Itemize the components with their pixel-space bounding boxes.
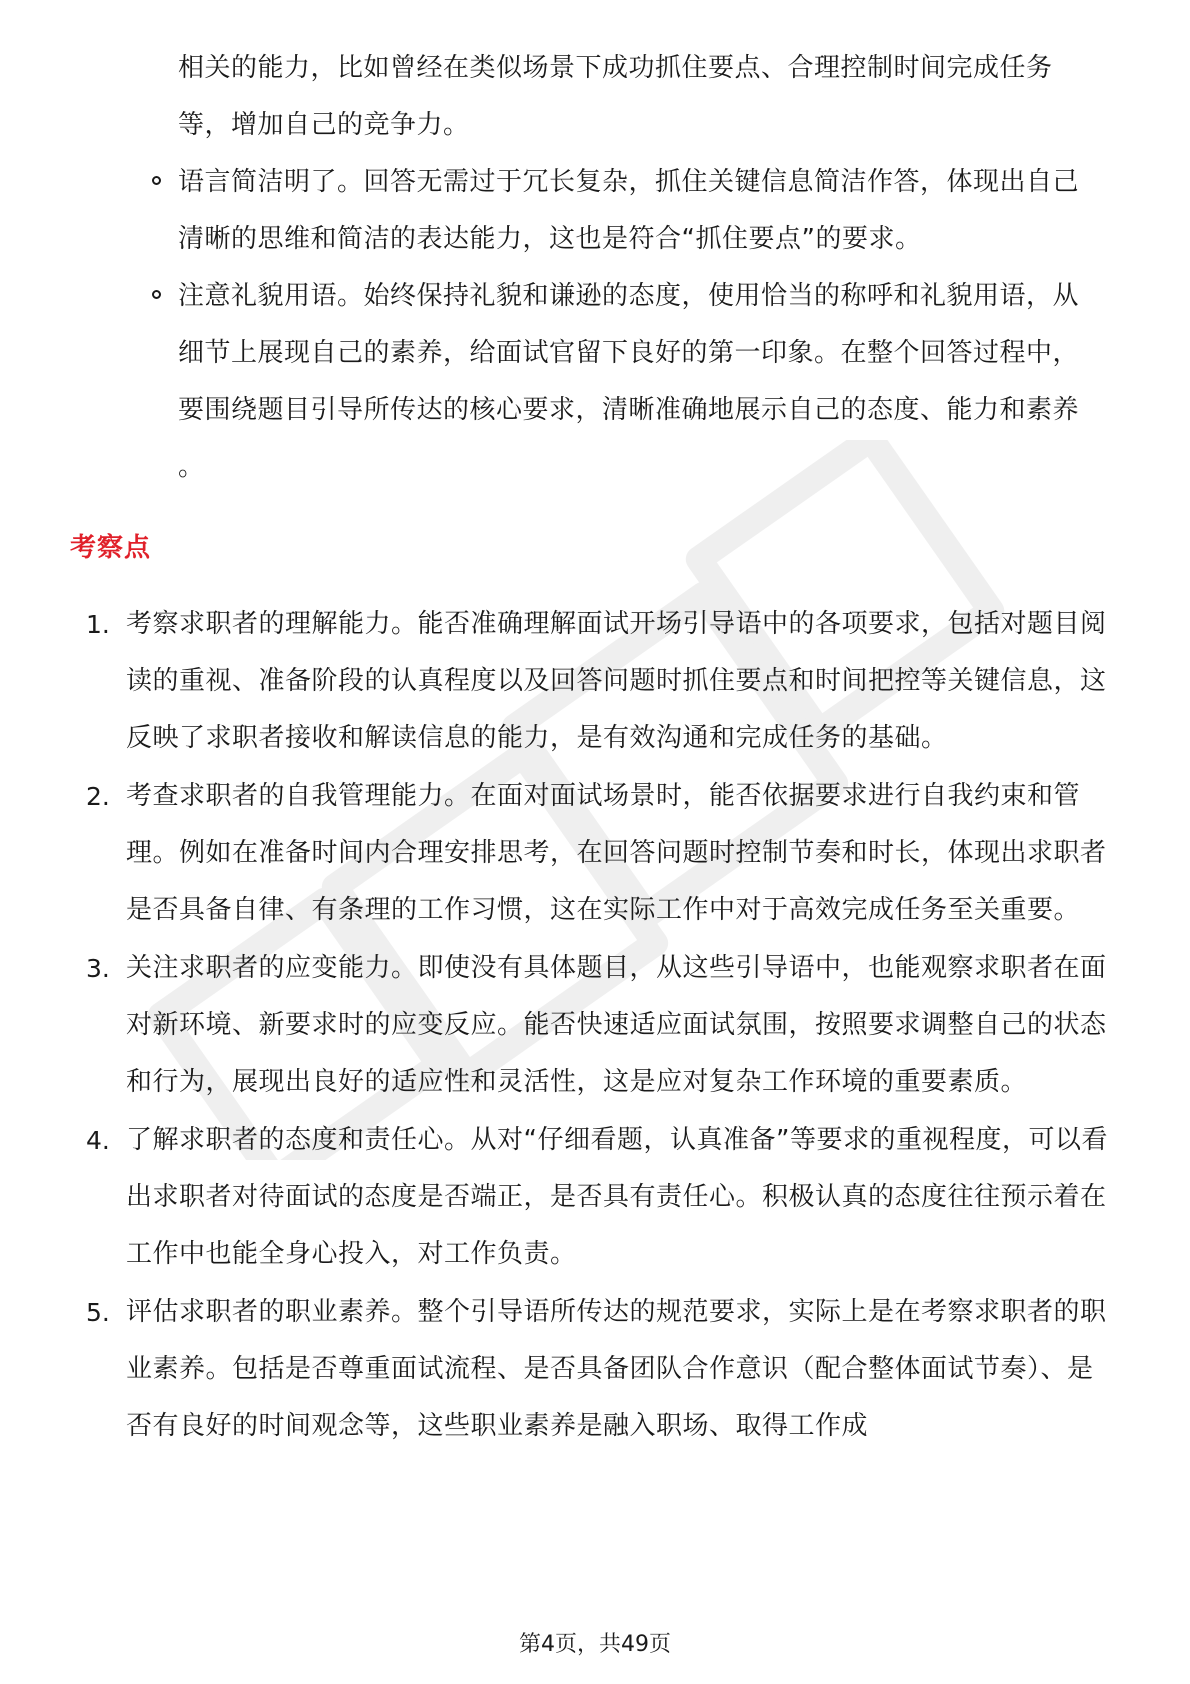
list-item-number: 2. xyxy=(86,782,110,811)
list-item-text: 关注求职者的应变能力。即使没有具体题目，从这些引导语中，也能观察求职者在面对新环境、新要求时的应变反应。能否快速适应面试氛围，按照要求调整自己的状态和行为，展现出良好的适应性和灵活性，这是应对复杂工作环境的重要素质。 xyxy=(126,953,1107,1097)
bullet-text: 相关的能力，比如曾经在类似场景下成功抓住要点、合理控制时间完成任务等，增加自己的竞争力。 xyxy=(178,53,1053,140)
list-item-number: 3. xyxy=(86,954,110,983)
numbered-list xyxy=(70,596,1110,1456)
bullet-list xyxy=(140,40,1100,496)
bullet-item-continued xyxy=(140,40,1100,154)
bullet-item-polite-language xyxy=(140,268,1100,496)
list-item-text: 了解求职者的态度和责任心。从对“仔细看题，认真准备”等要求的重视程度，可以看出求职者对待面试的态度是否端正，是否具有责任心。积极认真的态度往往预示着在工作中也能全身心投入，对工作负责。 xyxy=(126,1125,1108,1269)
section-title: 考察点 xyxy=(70,533,152,563)
bullet-item-concise-language xyxy=(140,154,1100,268)
list-item-text: 考查求职者的自我管理能力。在面对面试场景时，能否依据要求进行自我约束和管理。例如在准备时间内合理安排思考，在回答问题时控制节奏和时长，体现出求职者是否具备自律、有条理的工作习惯，这在实际工作中对于高效完成任务至关重要。 xyxy=(126,781,1107,925)
list-item xyxy=(70,768,1110,939)
list-item-number: 4. xyxy=(86,1126,110,1155)
page-number-footer: 第4页，共49页 xyxy=(519,1632,671,1657)
hollow-circle-bullet-icon xyxy=(152,290,161,299)
list-item-number: 5. xyxy=(86,1298,110,1327)
list-item xyxy=(70,940,1110,1111)
bullet-text: 语言简洁明了。回答无需过于冗长复杂，抓住关键信息简洁作答，体现出自己清晰的思维和简洁的表达能力，这也是符合“抓住要点”的要求。 xyxy=(178,167,1080,254)
list-item-number: 1. xyxy=(86,610,110,639)
list-item xyxy=(70,596,1110,767)
list-item-text: 考察求职者的理解能力。能否准确理解面试开场引导语中的各项要求，包括对题目阅读的重视、准备阶段的认真程度以及回答问题时抓住要点和时间把控等关键信息，这反映了求职者接收和解读信息的能力，是有效沟通和完成任务的基础。 xyxy=(126,609,1107,753)
bullet-text: 注意礼貌用语。始终保持礼貌和谦逊的态度，使用恰当的称呼和礼貌用语，从细节上展现自己的素养，给面试官留下良好的第一印象。在整个回答过程中，要围绕题目引导所传达的核心要求，清晰准确地展示自己的态度、能力和素养 。 xyxy=(178,281,1080,482)
hollow-circle-bullet-icon xyxy=(152,176,161,185)
list-item xyxy=(70,1284,1110,1455)
list-item xyxy=(70,1112,1110,1283)
list-item-text: 评估求职者的职业素养。整个引导语所传达的规范要求，实际上是在考察求职者的职业素养。包括是否尊重面试流程、是否具备团队合作意识（配合整体面试节奏）、是否有良好的时间观念等，这些职业素养是融入职场、取得工作成 xyxy=(126,1297,1107,1441)
